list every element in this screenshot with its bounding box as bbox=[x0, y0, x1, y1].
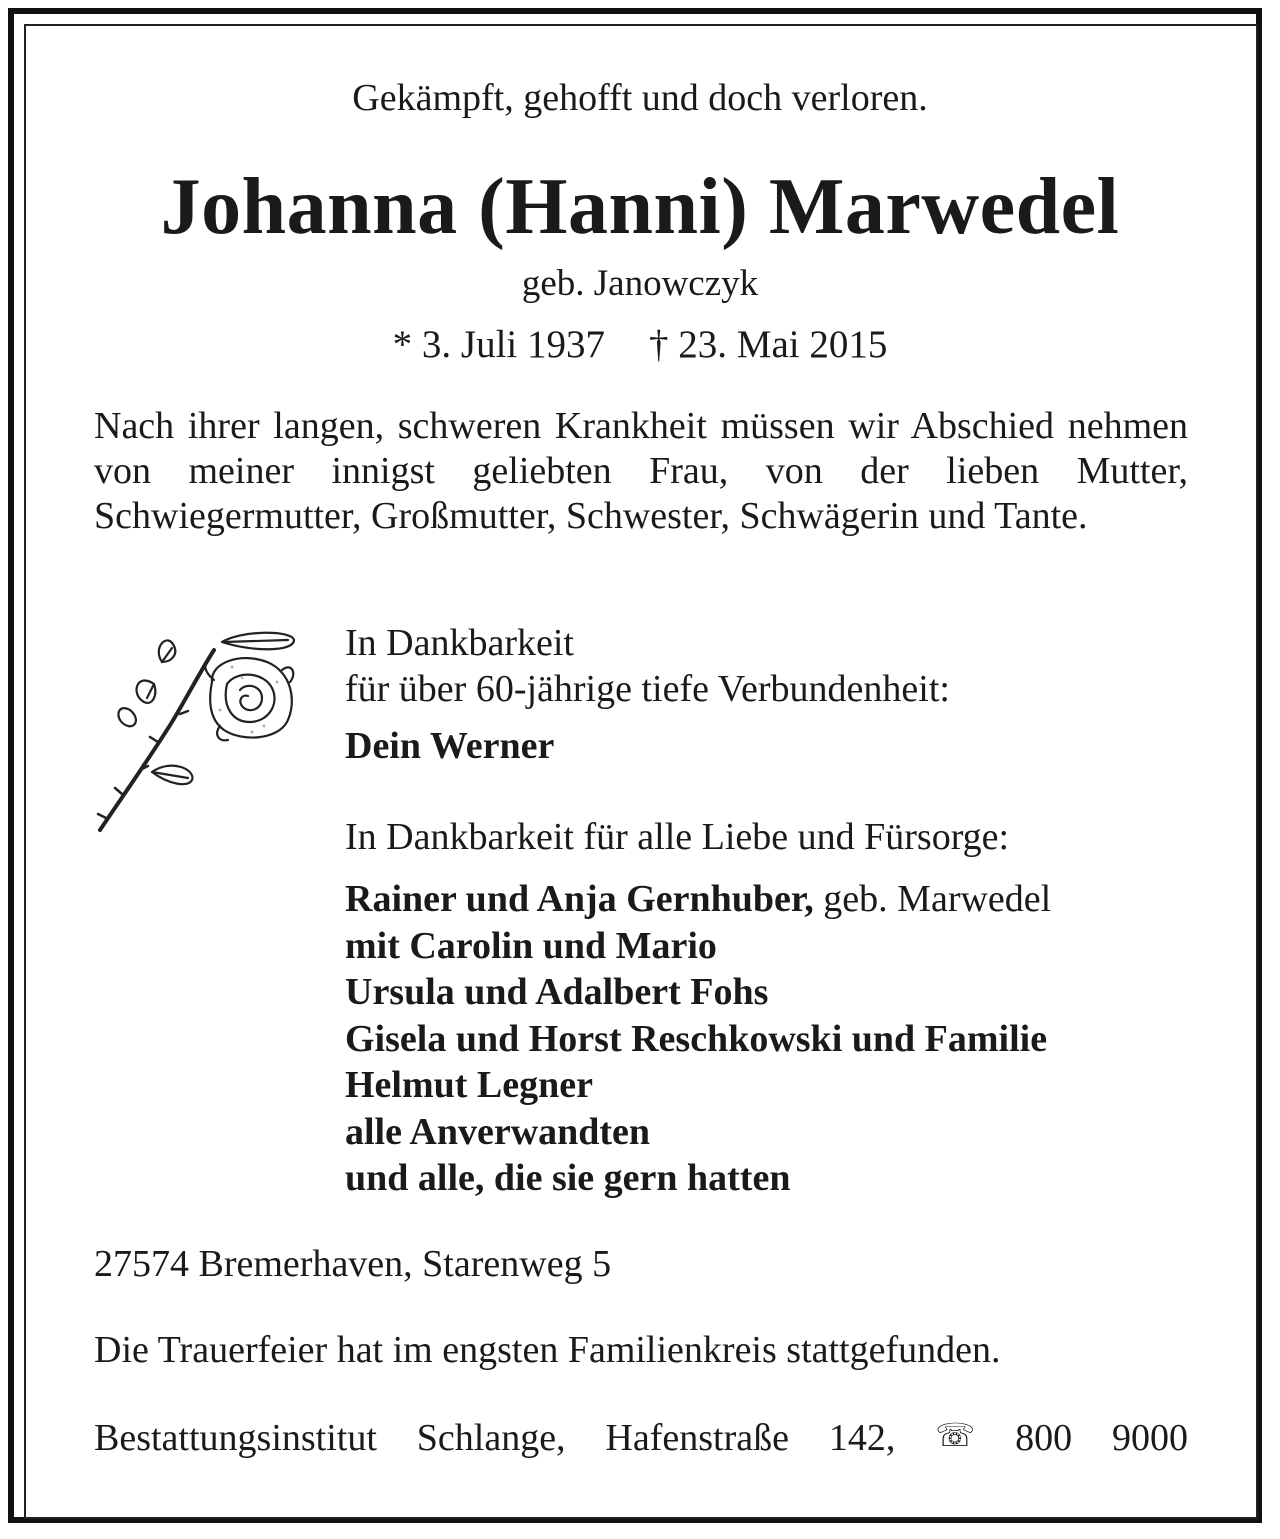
signer-line: Helmut Legner bbox=[345, 1064, 594, 1106]
family-address: 27574 Bremerhaven, Starenweg 5 bbox=[94, 1243, 612, 1285]
birth-date: * 3. Juli 1937 bbox=[392, 323, 606, 366]
signer-line: und alle, die sie gern hatten bbox=[345, 1157, 791, 1199]
phone-number-part: 800 bbox=[1015, 1417, 1073, 1459]
death-date: † 23. Mai 2015 bbox=[649, 323, 888, 366]
signer-line bbox=[345, 876, 1205, 923]
signer-first-name: Rainer und Anja Gernhuber, bbox=[345, 878, 814, 920]
farewell-message: Nach ihrer langen, schweren Krankheit müssen wir Abschied nehmen von meiner innigst geliebten Frau, von der lieben Mutter, Schwiegermutter, Großmutter, Schwester, Schwägerin und Tante. bbox=[94, 405, 1188, 537]
telephone-icon: ☏ bbox=[935, 1416, 976, 1454]
signer-line: alle Anverwandten bbox=[345, 1110, 651, 1153]
rose-icon bbox=[92, 622, 304, 840]
maiden-name: geb. Janowczyk bbox=[521, 263, 759, 304]
signer-husband: Dein Werner bbox=[345, 725, 555, 767]
gratitude-family: In Dankbarkeit für alle Liebe und Fürsorge: bbox=[345, 816, 1010, 858]
gratitude-line-2: für über 60-jährige tiefe Verbundenheit: bbox=[345, 668, 950, 710]
signer-line: mit Carolin und Mario bbox=[345, 924, 717, 967]
gratitude-husband bbox=[345, 620, 1195, 712]
phone-number-part: 9000 bbox=[1111, 1417, 1188, 1459]
signer-first-maiden: geb. Marwedel bbox=[823, 878, 1052, 920]
signer-line: Gisela und Horst Reschkowski und Familie bbox=[345, 1017, 1048, 1060]
undertaker-word: Hafenstraße bbox=[605, 1417, 789, 1459]
undertaker-line bbox=[94, 1416, 1188, 1460]
deceased-name: Johanna (Hanni) Marwedel bbox=[160, 163, 1120, 251]
gratitude-line-1: In Dankbarkeit bbox=[345, 622, 574, 664]
signers-list bbox=[345, 876, 1205, 1202]
life-dates bbox=[0, 322, 1280, 367]
undertaker-word: 142, bbox=[828, 1417, 896, 1459]
undertaker-word: Bestattungsinstitut bbox=[94, 1417, 377, 1459]
ceremony-note: Die Trauerfeier hat im engsten Familienkreis stattgefunden. bbox=[94, 1329, 1001, 1371]
undertaker-word: Schlange, bbox=[416, 1417, 566, 1459]
motto-line: Gekämpft, gehofft und doch verloren. bbox=[352, 77, 928, 119]
signer-line: Ursula und Adalbert Fohs bbox=[345, 971, 769, 1013]
